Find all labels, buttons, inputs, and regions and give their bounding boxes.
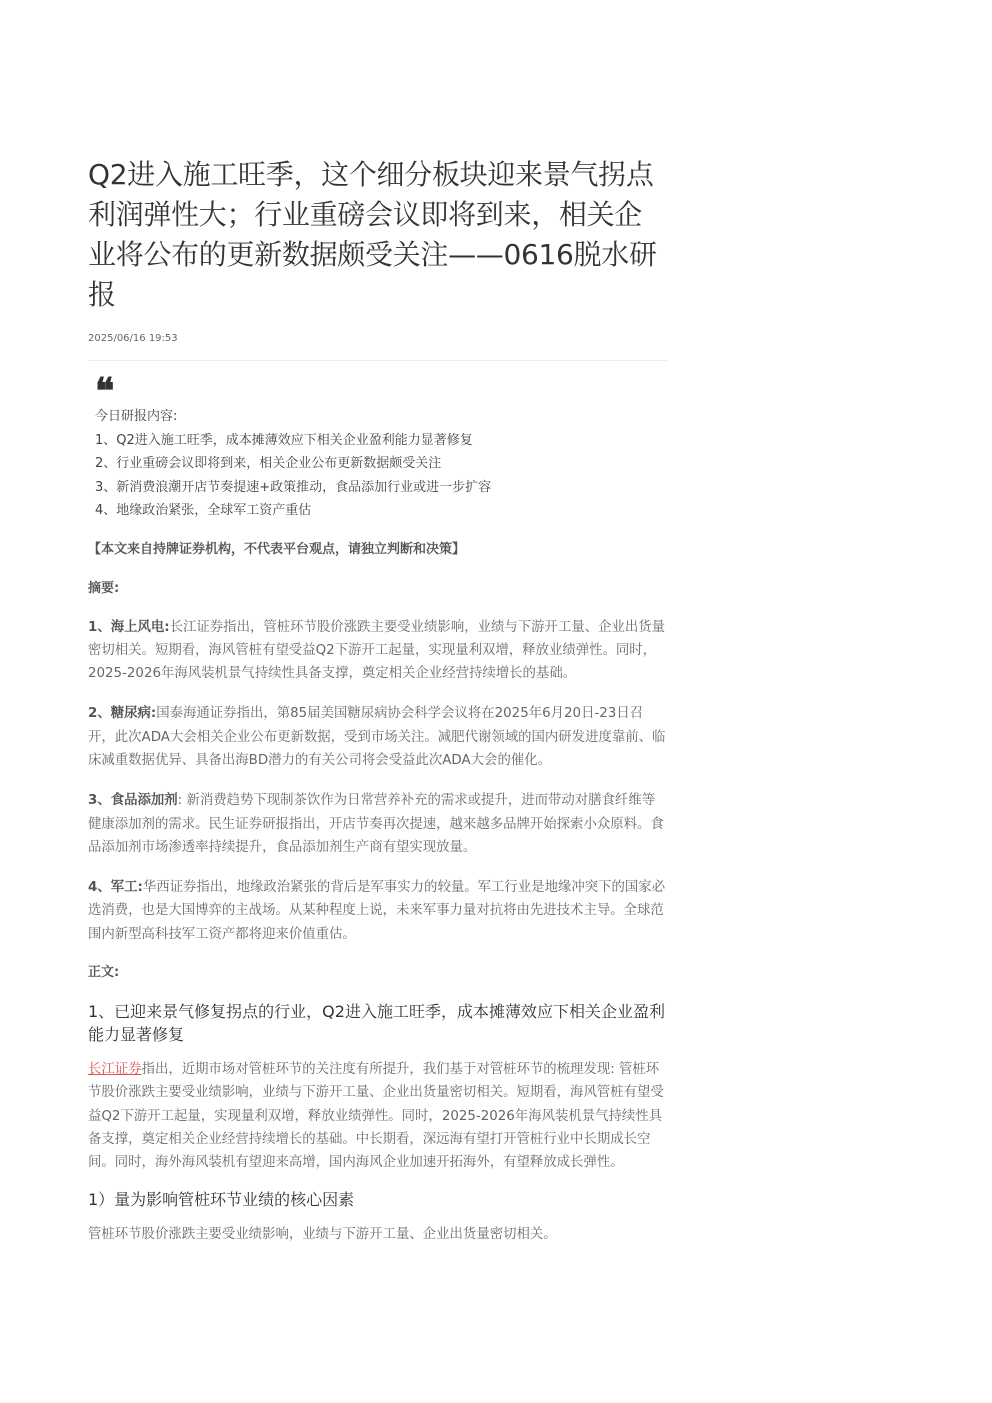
abstract-section-text: 长江证券指出，管桩环节股价涨跌主要受业绩影响，业绩与下游开工量、企业出货量密切相关。短期看，海风管桩有望受益Q2下游开工起量，实现量利双增，释放业绩弹性。同时，2025-2026年海风装机景气持续性具备支撑，奠定相关企业经营持续增长的基础。 bbox=[88, 619, 666, 682]
quote-item: 2、行业重磅会议即将到来，相关企业公布更新数据颇受关注 bbox=[95, 456, 442, 471]
quote-icon: ❝ bbox=[95, 370, 109, 412]
abstract-section-text: 国泰海通证券指出，第85届美国糖尿病协会科学会议将在2025年6月20日-23日召开，此次ADA大会相关企业公布更新数据，受到市场关注。减肥代谢领域的国内研发进度靠前、临床减重数据优异、具备出海BD潜力的有关公司将会受益此次ADA大会的催化。 bbox=[88, 706, 666, 768]
body-paragraph: 管桩环节股价涨跌主要受业绩影响，业绩与下游开工量、企业出货量密切相关。 bbox=[88, 1226, 557, 1242]
abstract-section bbox=[88, 616, 668, 686]
quote-item: 1、Q2进入施工旺季，成本摊薄效应下相关企业盈利能力显著修复 bbox=[95, 432, 473, 448]
section-heading: 1、已迎来景气修复拐点的行业，Q2进入施工旺季，成本摊薄效应下相关企业盈利能力显著修复 bbox=[88, 1002, 665, 1045]
quote-lines bbox=[95, 405, 668, 523]
title-divider bbox=[88, 360, 668, 361]
quote-item: 3、新消费浪潮开店节奏提速+政策推动，食品添加行业或进一步扩容 bbox=[95, 479, 492, 495]
abstract-section-text: 华西证券指出，地缘政治紧张的背后是军事实力的较量。军工行业是地缘冲突下的国家必选消费，也是大国博弈的主战场。从某种程度上说，未来军事力量对抗将由先进技术主导。全球范围内新型高科技军工资产都将迎来价值重估。 bbox=[88, 880, 666, 942]
summary-quote-block bbox=[88, 370, 668, 523]
abstract-section-label: 1、海上风电: bbox=[88, 619, 170, 635]
abstract-section bbox=[88, 789, 668, 859]
quote-item: 4、地缘政治紧张，全球军工资产重估 bbox=[95, 503, 312, 518]
article-content bbox=[88, 155, 668, 1246]
abstract-section-text: : 新消费趋势下现制茶饮作为日常营养补充的需求或提升，进而带动对膳食纤维等健康添加剂的需求。民生证券研报指出，开店节奏再次提速，越来越多品牌开始探索小众原料。食品添加剂市场渗透率持续提升，食品添加剂生产商有望实现放量。 bbox=[88, 793, 664, 855]
body-label: 正文: bbox=[88, 965, 120, 981]
quote-intro: 今日研报内容: bbox=[95, 409, 178, 424]
abstract-section bbox=[88, 702, 668, 772]
disclaimer: 【本文来自持牌证券机构，不代表平台观点，请独立判断和决策】 bbox=[88, 541, 466, 557]
publish-date: 2025/06/16 19:53 bbox=[88, 333, 178, 344]
body-paragraph bbox=[88, 1058, 668, 1174]
subsection-heading: 1）量为影响管桩环节业绩的核心因素 bbox=[88, 1189, 355, 1209]
broker-link[interactable]: 长江证券 bbox=[88, 1062, 142, 1078]
body-paragraph-text: 指出，近期市场对管桩环节的关注度有所提升，我们基于对管桩环节的梳理发现: 管桩环节股价涨跌主要受业绩影响，业绩与下游开工量、企业出货量密切相关。短期看，海风管桩有望受益Q2下游开工起量，实现量利双增，释放业绩弹性。同时，2025-2026年海风装机景气持续性具备支撑，奠定相关企业经营持续增长的基础。中长期看，深远海有望打开管桩行业中长期成长空间。同时，海外海风装机有望迎来高增，国内海风企业加速开拓海外，有望释放成长弹性。 bbox=[88, 1062, 664, 1171]
article-title: Q2进入施工旺季，这个细分板块迎来景气拐点利润弹性大；行业重磅会议即将到来，相关企业将公布的更新数据颇受关注——0616脱水研报 bbox=[88, 158, 657, 311]
abstract-section-label: 4、军工: bbox=[88, 880, 143, 896]
abstract-section bbox=[88, 876, 668, 946]
abstract-label: 摘要: bbox=[88, 580, 120, 596]
abstract-section-label: 2、糖尿病: bbox=[88, 706, 157, 722]
abstract-section-label: 3、食品添加剂 bbox=[88, 793, 178, 809]
